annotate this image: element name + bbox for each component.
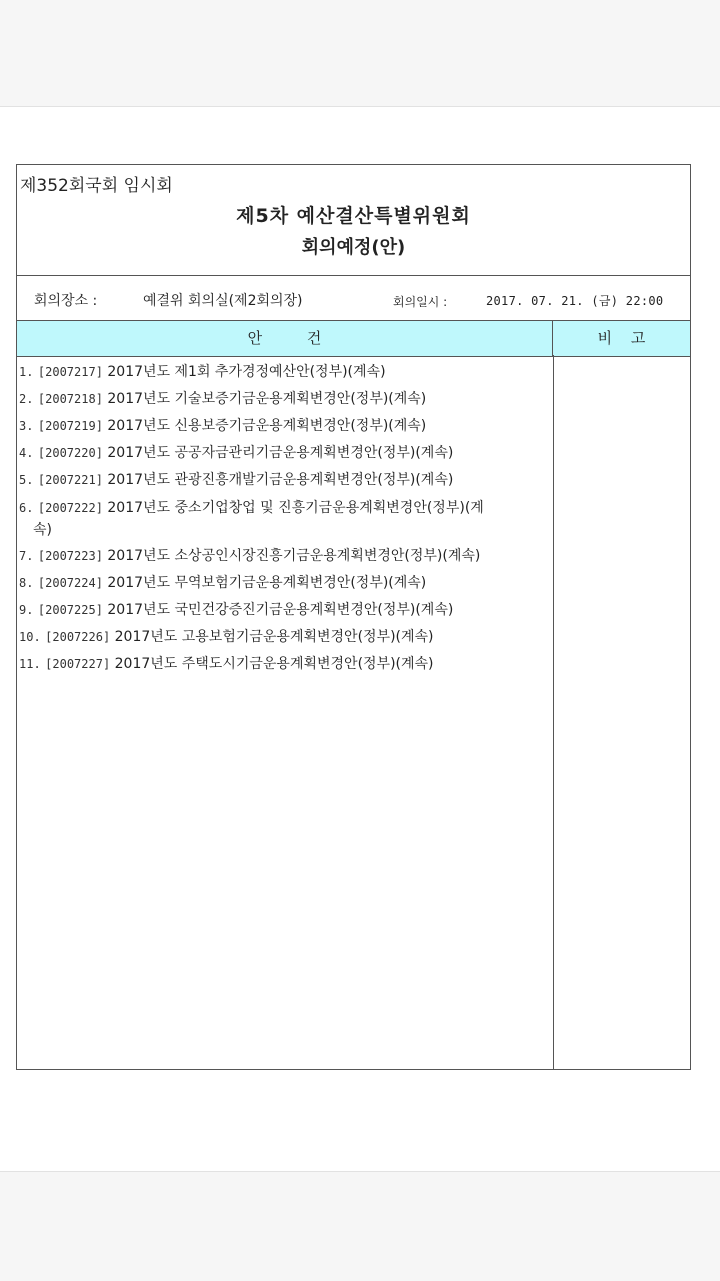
- column-note: 비 고: [597, 329, 646, 347]
- place-value: 예결위 회의실(제2회의장): [143, 293, 303, 309]
- agenda-item-code: [2007223]: [37, 549, 103, 563]
- agenda-item: [19, 597, 549, 624]
- agenda-item: [19, 543, 549, 570]
- agenda-item: [19, 624, 549, 651]
- agenda-item-text-continued: 속): [33, 522, 52, 538]
- session-label: 제352회국회 임시회: [20, 176, 173, 196]
- agenda-item-number: 6.: [19, 501, 34, 515]
- agenda-item-text: 2017년도 무역보험기금운용계획변경안(정부)(계속): [107, 575, 427, 591]
- agenda-item-number: 4.: [19, 446, 34, 460]
- time-value: 2017. 07. 21. (금) 22:00: [486, 294, 664, 308]
- agenda-item-number: 1.: [19, 365, 34, 379]
- document-header: [17, 165, 690, 276]
- agenda-item-text: 2017년도 공공자금관리기금운용계획변경안(정부)(계속): [107, 445, 454, 461]
- agenda-item-code: [2007227]: [45, 657, 111, 671]
- agenda-item-text: 2017년도 주택도시기금운용계획변경안(정부)(계속): [114, 656, 434, 672]
- agenda-item-number: 9.: [19, 603, 34, 617]
- agenda-item: [19, 467, 549, 494]
- note-column-divider: [553, 355, 554, 1069]
- viewer-bottom-bar: [0, 1171, 720, 1281]
- agenda-item: [19, 413, 549, 440]
- document-title: 제5차 예산결산특별위원회: [236, 205, 471, 227]
- agenda-item-code: [2007219]: [37, 419, 103, 433]
- table-body: [17, 355, 690, 1069]
- agenda-item-code: [2007220]: [37, 446, 103, 460]
- agenda-item-number: 8.: [19, 576, 34, 590]
- meeting-meta: [17, 276, 690, 320]
- agenda-item-code: [2007221]: [37, 473, 103, 487]
- agenda-item-text: 2017년도 소상공인시장진흥기금운용계획변경안(정부)(계속): [107, 548, 481, 564]
- agenda-item-code: [2007217]: [37, 365, 103, 379]
- agenda-item-code: [2007222]: [37, 501, 103, 515]
- place-label: 회의장소 :: [34, 293, 98, 309]
- agenda-item-number: 10.: [19, 630, 41, 644]
- agenda-item-text: 2017년도 기술보증기금운용계획변경안(정부)(계속): [107, 391, 427, 407]
- agenda-item-number: 2.: [19, 392, 34, 406]
- agenda-item-number: 3.: [19, 419, 34, 433]
- agenda-item-code: [2007224]: [37, 576, 103, 590]
- document-subtitle: 회의예정(안): [301, 237, 406, 258]
- agenda-item-text: 2017년도 중소기업창업 및 진흥기금운용계획변경안(정부)(계: [107, 500, 484, 516]
- agenda-item-code: [2007225]: [37, 603, 103, 617]
- agenda-item-text: 2017년도 국민건강증진기금운용계획변경안(정부)(계속): [107, 602, 454, 618]
- agenda-item-text: 2017년도 관광진흥개발기금운용계획변경안(정부)(계속): [107, 472, 454, 488]
- agenda-item-code: [2007218]: [37, 392, 103, 406]
- agenda-item-text: 2017년도 고용보험기금운용계획변경안(정부)(계속): [114, 629, 434, 645]
- agenda-item: [19, 359, 549, 386]
- agenda-item: [19, 440, 549, 467]
- agenda-list: [19, 359, 549, 678]
- agenda-item-text: 2017년도 신용보증기금운용계획변경안(정부)(계속): [107, 418, 427, 434]
- agenda-item-text: 2017년도 제1회 추가경정예산안(정부)(계속): [107, 364, 386, 380]
- agenda-item-number: 5.: [19, 473, 34, 487]
- time-label: 회의일시 :: [393, 295, 448, 309]
- viewer-top-bar: [0, 0, 720, 107]
- agenda-item: [19, 494, 549, 543]
- agenda-item: [19, 570, 549, 597]
- column-agenda: 안 건: [17, 321, 553, 356]
- agenda-item: [19, 651, 549, 678]
- agenda-item-number: 11.: [19, 657, 41, 671]
- agenda-document: [16, 164, 691, 1070]
- agenda-item: [19, 386, 549, 413]
- table-header: [17, 320, 690, 357]
- agenda-item-number: 7.: [19, 549, 34, 563]
- agenda-item-code: [2007226]: [45, 630, 111, 644]
